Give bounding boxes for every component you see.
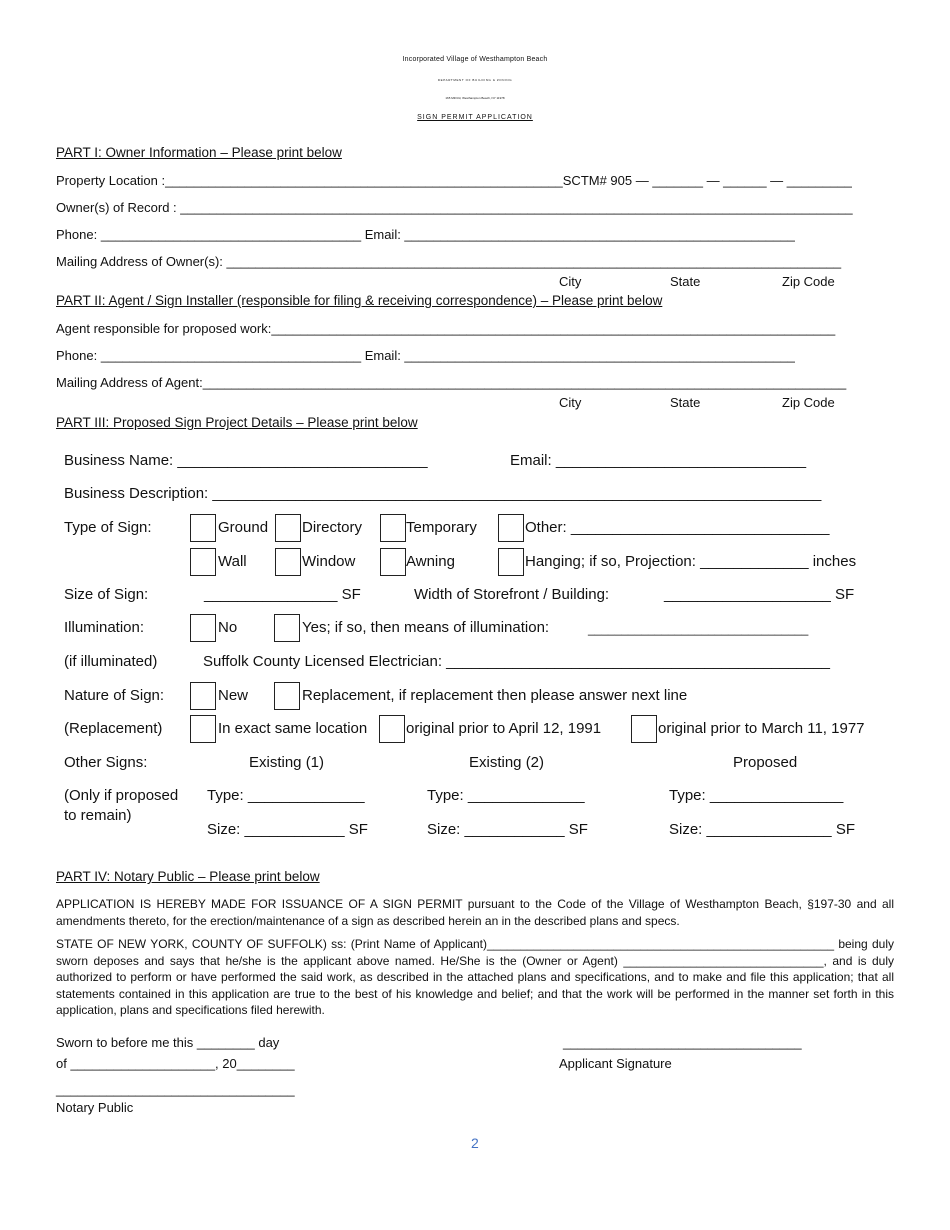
applicant-signature-line[interactable]: _________________________________ (563, 1035, 802, 1050)
applicant-signature-label: Applicant Signature (559, 1056, 672, 1071)
electrician-field[interactable]: Suffolk County Licensed Electrician: ______________________________________________ (203, 653, 830, 670)
existing1-size-field[interactable]: Size: ____________ SF (207, 821, 368, 838)
owner-phone-email-field[interactable]: Phone: ____________________________________ Email: ______________________________________________________ (56, 227, 795, 242)
business-email-field[interactable]: Email: ______________________________ (510, 452, 807, 469)
storefront-width-label: Width of Storefront / Building: (414, 586, 610, 603)
property-location-field[interactable]: Property Location :_______________________________________________________SCTM# 905 — _______ — ______ — _________ (56, 173, 852, 188)
temporary-checkbox[interactable] (380, 514, 406, 542)
awning-label: Awning (406, 553, 455, 570)
state-label: State (670, 395, 701, 410)
if-illuminated-label: (if illuminated) (64, 653, 158, 670)
prior-1991-label: original prior to April 12, 1991 (406, 720, 602, 737)
other-checkbox[interactable] (498, 514, 524, 542)
directory-checkbox[interactable] (275, 514, 301, 542)
part4-heading: PART IV: Notary Public – Please print below (56, 869, 320, 884)
same-location-checkbox[interactable] (190, 715, 216, 743)
awning-checkbox[interactable] (380, 548, 406, 576)
agent-phone-email-field[interactable]: Phone: ____________________________________ Email: ______________________________________________________ (56, 348, 795, 363)
village-name: Incorporated Village of Westhampton Beach (402, 56, 548, 63)
other-field[interactable]: Other: _______________________________ (525, 519, 830, 536)
owner-mailing-address-field[interactable]: Mailing Address of Owner(s): _____________________________________________________________________________________ (56, 254, 842, 269)
notary-public-label: Notary Public (56, 1100, 134, 1115)
storefront-width-field[interactable]: ____________________ SF (664, 586, 855, 603)
zip-label: Zip Code (782, 274, 835, 289)
new-checkbox[interactable] (190, 682, 216, 710)
state-label: State (670, 274, 701, 289)
part3-heading: PART III: Proposed Sign Project Details – Please print below (56, 415, 418, 430)
existing2-type-field[interactable]: Type: ______________ (427, 787, 585, 804)
business-name-field[interactable]: Business Name: ______________________________ (64, 452, 428, 469)
wall-label: Wall (218, 553, 247, 570)
owners-of-record-field[interactable]: Owner(s) of Record : _____________________________________________________________________________________________ (56, 200, 853, 215)
illumination-yes-checkbox[interactable] (274, 614, 300, 642)
proposed-type-field[interactable]: Type: ________________ (669, 787, 844, 804)
part1-heading: PART I: Owner Information – Please print below (56, 145, 342, 160)
city-label: City (559, 274, 582, 289)
illumination-yes-label: Yes; if so, then means of illumination: (302, 619, 550, 636)
proposed-label: Proposed (733, 754, 798, 771)
type-of-sign-label: Type of Sign: (64, 519, 152, 536)
replacement-label: Replacement, if replacement then please answer next line (302, 687, 688, 704)
notary-signature-line[interactable]: _________________________________ (56, 1082, 295, 1097)
size-of-sign-field[interactable]: ________________ SF (204, 586, 361, 603)
affidavit-statement: STATE OF NEW YORK, COUNTY OF SUFFOLK) ss: (Print Name of Applicant)____________________________________________________ being duly sworn deposes and says that he/she is the applicant above named. He/She is the (Owner or Agent) ______________________________, and is duly authorized to perform or have performed the said work, as described in the attached plans and specifications, and to make and file this application; that all statements contained in this application are true to the best of his knowledge and belief; and that the work will be performed in the manner set forth in this application, plans and specifications filed herewith. (56, 937, 894, 1017)
window-label: Window (302, 553, 356, 570)
city-label: City (559, 395, 582, 410)
proposed-size-field[interactable]: Size: _______________ SF (669, 821, 855, 838)
prior-1977-label: original prior to March 11, 1977 (658, 720, 865, 737)
hanging-checkbox[interactable] (498, 548, 524, 576)
sworn-month-year-field[interactable]: of ____________________, 20________ (56, 1056, 295, 1071)
existing1-label: Existing (1) (249, 754, 325, 771)
zip-label: Zip Code (782, 395, 835, 410)
department-name: DEPARTMENT OF BUILDING & ZONING (437, 78, 513, 82)
new-label: New (218, 687, 249, 704)
agent-field[interactable]: Agent responsible for proposed work:______________________________________________________________________________ (56, 321, 836, 336)
directory-label: Directory (302, 519, 363, 536)
nature-of-sign-label: Nature of Sign: (64, 687, 165, 704)
replacement-row-label: (Replacement) (64, 720, 163, 737)
size-of-sign-label: Size of Sign: (64, 586, 149, 603)
department-address: 165 Mill Rd, Westhampton Beach, NY 11978 (445, 96, 505, 100)
illumination-no-checkbox[interactable] (190, 614, 216, 642)
hanging-projection-field[interactable]: Hanging; if so, Projection: _____________ inches (525, 553, 857, 570)
wall-checkbox[interactable] (190, 548, 216, 576)
temporary-label: Temporary (406, 519, 477, 536)
ground-label: Ground (218, 519, 269, 536)
application-statement: APPLICATION IS HEREBY MADE FOR ISSUANCE OF A SIGN PERMIT pursuant to the Code of the Village of Westhampton Beach, §197-30 and all amendments thereto, for the erection/maintenance of a sign as described herein an in the described plans and specs. (56, 897, 894, 928)
existing2-size-field[interactable]: Size: ____________ SF (427, 821, 588, 838)
illumination-means-field[interactable]: _________________________________ (588, 622, 809, 636)
agent-mailing-address-field[interactable]: Mailing Address of Agent:_________________________________________________________________________________________ (56, 375, 847, 390)
part2-heading: PART II: Agent / Sign Installer (responsible for filing & receiving correspondence) – Please print below (56, 293, 663, 308)
replacement-checkbox[interactable] (274, 682, 300, 710)
page-number: 2 (471, 1135, 479, 1151)
same-location-label: In exact same location (218, 720, 368, 737)
sworn-day-field[interactable]: Sworn to before me this ________ day (56, 1035, 280, 1050)
ground-checkbox[interactable] (190, 514, 216, 542)
form-title: SIGN PERMIT APPLICATION (417, 114, 533, 121)
window-checkbox[interactable] (275, 548, 301, 576)
only-if-proposed-label: (Only if proposed (64, 787, 179, 804)
prior-1977-checkbox[interactable] (631, 715, 657, 743)
to-remain-label: to remain) (64, 807, 132, 824)
existing2-label: Existing (2) (469, 754, 545, 771)
prior-1991-checkbox[interactable] (379, 715, 405, 743)
illumination-no-label: No (218, 619, 238, 636)
existing1-type-field[interactable]: Type: ______________ (207, 787, 365, 804)
business-description-field[interactable]: Business Description: _________________________________________________________________________ (64, 485, 822, 502)
illumination-label: Illumination: (64, 619, 145, 636)
other-signs-label: Other Signs: (64, 754, 148, 771)
